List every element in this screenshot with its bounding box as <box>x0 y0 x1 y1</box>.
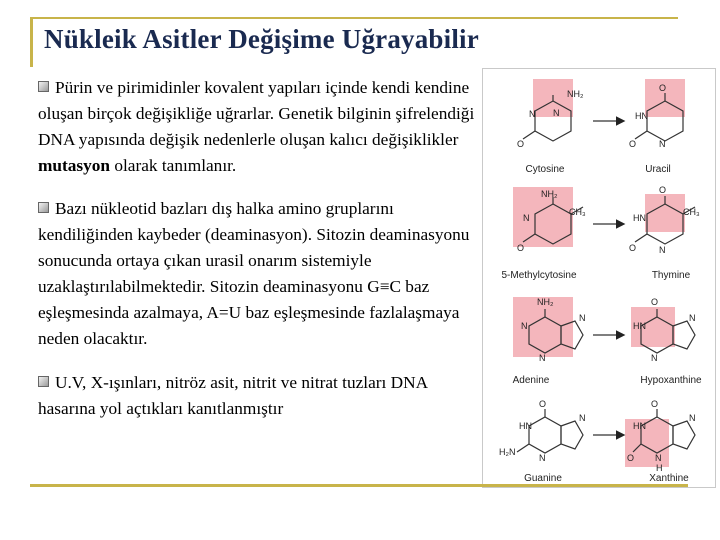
atom-label: H₂N <box>499 447 516 457</box>
atom-label: N <box>529 109 536 119</box>
atom-label: O <box>517 243 525 253</box>
atom-label: N <box>659 139 666 149</box>
structures-svg <box>483 69 715 487</box>
bullet-3-text: U.V, X-ışınları, nitröz asit, nitrit ve nitrat tuzları DNA hasarına yol açtıkları kanıtlanmıştır <box>38 373 428 418</box>
guanine-ring-5 <box>561 421 583 449</box>
atom-label: H <box>656 463 663 473</box>
bullet-3 <box>38 370 486 422</box>
atom-label: N <box>659 245 666 255</box>
structure-name: Thymine <box>651 270 691 281</box>
bullet-icon <box>38 376 49 387</box>
bullet-1-text-end: olarak tanımlanır. <box>110 156 237 175</box>
atom-label: HN <box>635 111 648 121</box>
atom-label: N <box>579 313 586 323</box>
title-frame-top <box>30 17 678 19</box>
atom-label: HN <box>633 421 646 431</box>
structure-name: Uracil <box>645 164 671 175</box>
atom-label: O <box>627 453 635 463</box>
atom-label: HN <box>519 421 532 431</box>
bullet-icon <box>38 202 49 213</box>
atom-label: O <box>651 399 659 409</box>
atom-label: NH₂ <box>541 189 558 199</box>
atom-label: HN <box>633 213 646 223</box>
atom-label: N <box>579 413 586 423</box>
atom-label: N <box>539 453 546 463</box>
atom-label: HN <box>633 321 646 331</box>
atom-label: N <box>689 313 696 323</box>
bullet-1 <box>38 75 486 179</box>
hypoxanthine-ring-5 <box>673 321 695 349</box>
atom-label: N <box>651 353 658 363</box>
atom-label: NH₂ <box>537 297 554 307</box>
title-frame-left <box>30 17 33 67</box>
atom-label: O <box>659 185 667 195</box>
structure-name: Adenine <box>512 375 550 386</box>
bottom-rule <box>30 484 688 487</box>
atom-label: N <box>523 213 530 223</box>
structure-name: 5-Methylcytosine <box>501 270 577 281</box>
atom-label: O <box>651 297 659 307</box>
bullet-2 <box>38 196 486 352</box>
structure-name: Cytosine <box>525 164 565 175</box>
bullet-2-text: Bazı nükleotid bazları dış halka amino gruplarını kendiliğinden kaybeder (deaminasyon). Sitozin deaminasyonu sonucunda ortaya çıkan urasil onarım sistemiyle uzaklaştırılabilmektedir. Sitozin deaminasyonu G≡C baz eşleşmesinda azalmaya, A=U baz eşleşmesinde fazlalaşmaya neden olacaktır. <box>38 199 470 348</box>
atom-label: CH₃ <box>569 207 586 217</box>
atom-label: O <box>629 243 637 253</box>
deamination-figure <box>482 68 716 488</box>
atom-label: O <box>659 83 667 93</box>
guanine-ring <box>529 417 561 453</box>
xanthine-ring-5 <box>673 421 695 449</box>
slide-title: Nükleik Asitler Değişime Uğrayabilir <box>44 24 479 54</box>
structure-name: Hypoxanthine <box>640 375 702 386</box>
structure-name: Xanthine <box>649 473 689 484</box>
bullet-1-bold: mutasyon <box>38 156 111 175</box>
structure-name: Guanine <box>524 473 562 484</box>
atom-label: N <box>539 353 546 363</box>
atom-label: N <box>553 108 560 118</box>
atom-label: N <box>689 413 696 423</box>
atom-label: NH₂ <box>567 89 584 99</box>
bullet-icon <box>38 81 49 92</box>
bullet-1-text: Pürin ve pirimidinler kovalent yapıları içinde kendi kendine oluşan birçok değişikliğe uğrarlar. Genetik bilginin şifrelendiği DNA yapısında değişik nedenlerle oluşan kalıcı değişiklikler <box>38 78 475 149</box>
atom-label: O <box>539 399 547 409</box>
atom-label: O <box>517 139 525 149</box>
atom-label: N <box>655 453 662 463</box>
atom-label: N <box>521 321 528 331</box>
atom-label: CH₃ <box>683 207 700 217</box>
atom-label: O <box>629 139 637 149</box>
